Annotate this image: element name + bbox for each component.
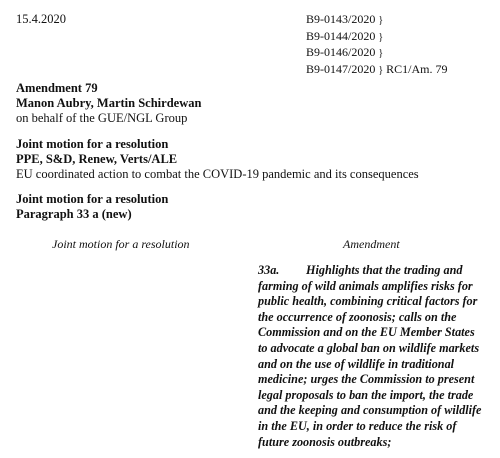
amendment-paragraph-number: 33a. [258,263,280,277]
reference-line [306,62,448,79]
column-header-left: Joint motion for a resolution [52,237,190,251]
brace-icon: } [378,15,384,26]
column-header-right: Amendment [343,237,400,251]
reference-code: B9-0144/2020 [306,28,376,43]
brace-icon: } [378,48,384,59]
reference-line [306,45,448,62]
target-block [16,192,168,222]
motion-subject: EU coordinated action to combat the COVID-19 pandemic and its consequences [16,167,419,181]
brace-icon: } [378,64,384,76]
reference-suffix: RC1/Am. 79 [386,61,448,76]
target-heading: Joint motion for a resolution [16,192,169,206]
amendment-title: Amendment 79 [16,81,98,95]
reference-code: B9-0146/2020 [306,45,376,59]
motion-heading: Joint motion for a resolution [16,137,169,151]
motion-block [16,137,419,182]
target-paragraph: Paragraph 33 a (new) [16,207,132,221]
reference-code: B9-0147/2020 [306,61,376,76]
reference-numbers [306,12,448,78]
amendment-on-behalf: on behalf of the GUE/NGL Group [16,111,188,125]
reference-line [306,29,448,46]
reference-code: B9-0143/2020 [306,12,376,26]
amendment-authors: Manon Aubry, Martin Schirdewan [16,96,202,110]
document-date: 15.4.2020 [16,12,66,26]
amendment-text [258,263,486,450]
motion-groups: PPE, S&D, Renew, Verts/ALE [16,152,178,166]
amendment-paragraph-body: Highlights that the trading and farming of wild animals amplifies risks for public health, combining critical factors for the occurrence of zoonosis; calls on the Commission and on the EU Member States to advocate a global ban on wildlife markets and on the use of wildlife in traditional medicine; urges the Commission to present legal proposals to ban the import, the trade and the keeping and consumption of wildlife in the EU, in order to reduce the risk of future zoonosis outbreaks; [258,263,482,449]
amendment-header [16,81,201,126]
reference-line [306,12,448,29]
brace-icon: } [378,31,384,43]
